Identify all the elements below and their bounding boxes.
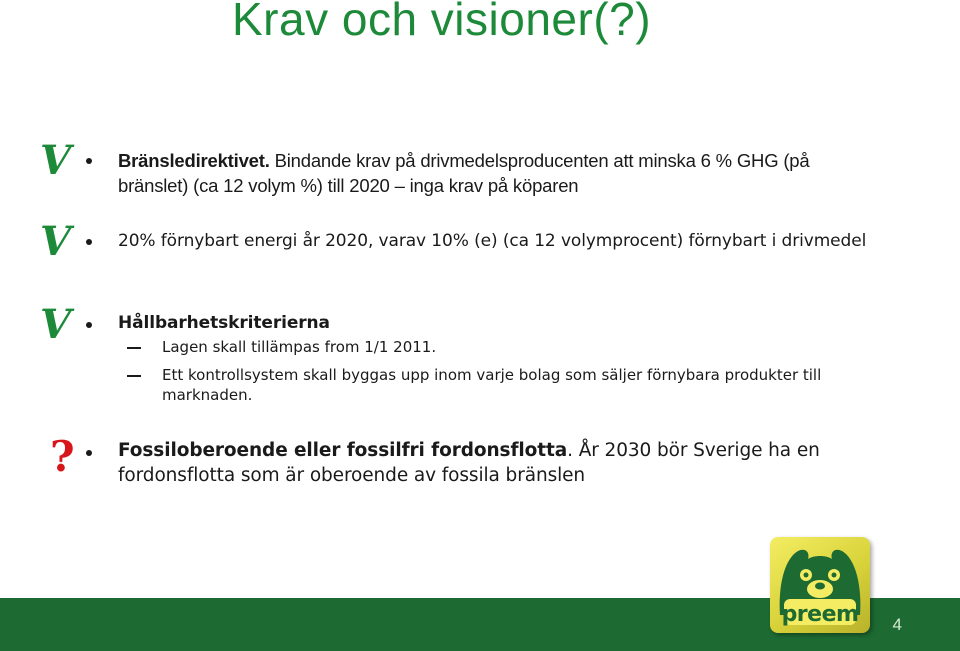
slide-title: Krav och visioner(?) (232, 0, 652, 45)
bullet-icon (86, 450, 92, 456)
bullet-text-sustainability (118, 311, 878, 336)
checkmark-v-icon: V (40, 218, 72, 265)
bullet-bold-label: Bränsledirektivet. (118, 150, 270, 171)
bullet-text-fossil-free (118, 438, 878, 488)
bullet-bold-label: Hållbarhetskriterierna (118, 313, 330, 333)
preem-logo-text: preem (781, 602, 859, 627)
checkmark-v-icon: V (40, 301, 72, 348)
preem-logo (770, 537, 870, 633)
bullet-body: Bindande krav på drivmedelsproducenten att minska 6 % GHG (på bränslet) (ca 12 volym %) till 2020 – inga krav på köparen (118, 150, 810, 196)
subitem-control-system: Ett kontrollsystem skall byggas upp inom varje bolag som säljer förnybara produkter till marknaden. (162, 366, 822, 404)
dash-icon (127, 347, 141, 349)
bullet-text-renewable-energy: 20% förnybart energi år 2020, varav 10% (e) (ca 12 volymprocent) förnybart i drivmedel (118, 231, 867, 251)
subitem-law: Lagen skall tillämpas from 1/1 2011. (162, 338, 437, 356)
bullet-bold-label: Fossiloberoende eller fossilfri fordonsflotta (118, 440, 568, 461)
bullet-icon (86, 239, 92, 245)
page-number: 4 (892, 615, 902, 634)
checkmark-v-icon: V (40, 137, 72, 184)
dash-icon (127, 375, 141, 377)
bullet-icon (86, 158, 92, 164)
bullet-text-fuel-directive (118, 148, 878, 198)
bullet-body: . År 2030 bör Sverige ha en fordonsflotta som är oberoende av fossila bränslen (118, 440, 820, 486)
question-mark-icon: ? (50, 432, 75, 481)
bullet-icon (86, 322, 92, 328)
